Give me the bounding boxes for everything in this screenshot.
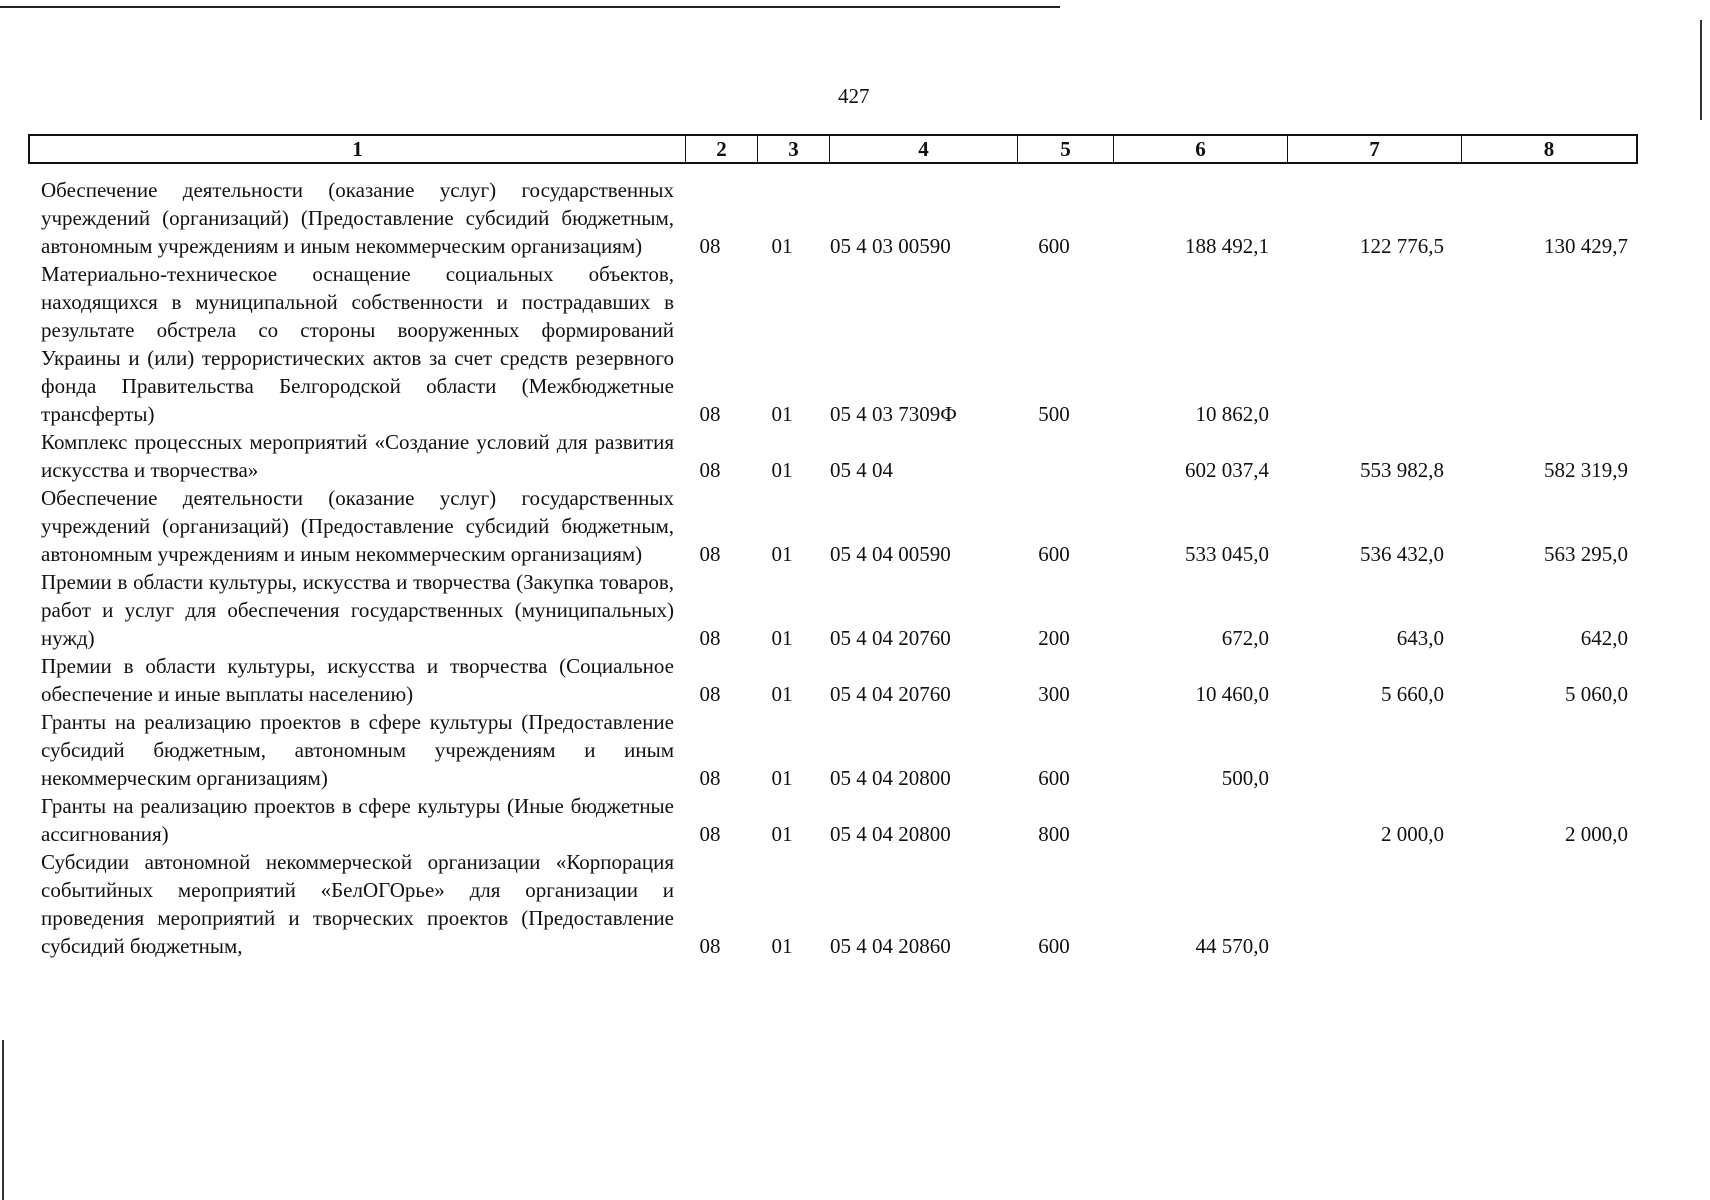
row-description: Обеспечение деятельности (оказание услуг) государственных учреждений (организаций) (Предоставление субсидий бюджетным, автономным учреждениям и иным некоммерческим организациям) <box>41 486 674 566</box>
row-description: Обеспечение деятельности (оказание услуг) государственных учреждений (организаций) (Предоставление субсидий бюджетным, автономным учреждениям и иным некоммерческим организациям) <box>41 178 674 258</box>
table-row <box>28 176 1638 260</box>
row-amount-6: 500,0 <box>1221 766 1269 790</box>
row-section: 08 <box>699 542 721 566</box>
row-subsection: 01 <box>771 402 793 426</box>
row-section: 08 <box>699 402 721 426</box>
row-section: 08 <box>699 458 721 482</box>
header-col-8: 8 <box>1543 136 1555 161</box>
row-description: Материально-техническое оснащение социальных объектов, находящихся в муниципальной собственности и пострадавших в результате обстрела со стороны вооруженных формирований Украины и (или) террористических актов за счет средств резервного фонда Правительства Белгородской области (Межбюджетные трансферты) <box>41 262 674 426</box>
row-description: Премии в области культуры, искусства и творчества (Закупка товаров, работ и услуг для обеспечения государственных (муниципальных) нужд) <box>41 570 674 650</box>
row-target-code: 05 4 03 7309Ф <box>830 402 957 426</box>
row-target-code: 05 4 04 20760 <box>830 682 951 706</box>
row-subsection: 01 <box>771 766 793 790</box>
row-description: Субсидии автономной некоммерческой организации «Корпорация событийных мероприятий «БелОГОрье» для организации и проведения мероприятий и творческих проектов (Предоставление субсидий бюджетным, <box>41 850 674 958</box>
row-amount-8: 582 319,9 <box>1544 458 1628 482</box>
row-expense-type: 500 <box>1038 402 1070 426</box>
row-amount-6: 602 037,4 <box>1185 458 1269 482</box>
row-amount-8: 130 429,7 <box>1544 234 1628 258</box>
row-expense-type: 600 <box>1038 934 1070 958</box>
row-target-code: 05 4 04 <box>830 458 893 482</box>
row-expense-type: 200 <box>1038 626 1070 650</box>
row-section: 08 <box>699 766 721 790</box>
header-col-4: 4 <box>830 136 1018 162</box>
row-subsection: 01 <box>771 542 793 566</box>
row-expense-type: 600 <box>1038 234 1070 258</box>
row-amount-6: 672,0 <box>1221 626 1269 650</box>
row-subsection: 01 <box>771 822 793 846</box>
row-amount-7: 643,0 <box>1396 626 1444 650</box>
row-amount-8: 563 295,0 <box>1544 542 1628 566</box>
row-amount-6: 10 862,0 <box>1195 402 1269 426</box>
row-target-code: 05 4 04 20800 <box>830 822 951 846</box>
row-amount-6: 44 570,0 <box>1195 934 1269 958</box>
row-description: Гранты на реализацию проектов в сфере культуры (Предоставление субсидий бюджетным, автономным учреждениям и иным некоммерческим организациям) <box>41 710 674 790</box>
row-amount-7: 536 432,0 <box>1360 542 1444 566</box>
scan-edge-top <box>0 6 1060 8</box>
row-section: 08 <box>699 682 721 706</box>
table-row <box>28 848 1638 960</box>
row-amount-7: 5 660,0 <box>1381 682 1444 706</box>
row-subsection: 01 <box>771 234 793 258</box>
row-amount-8: 2 000,0 <box>1565 822 1628 846</box>
row-section: 08 <box>699 934 721 958</box>
row-expense-type: 300 <box>1038 682 1070 706</box>
header-col-6: 6 <box>1114 136 1288 162</box>
row-target-code: 05 4 04 20860 <box>830 934 951 958</box>
row-subsection: 01 <box>771 458 793 482</box>
table-body <box>28 176 1638 960</box>
page-number: 427 <box>838 84 870 108</box>
table-row <box>28 792 1638 848</box>
table-row <box>28 428 1638 484</box>
header-col-1: 1 <box>30 136 686 162</box>
row-amount-7: 122 776,5 <box>1360 234 1444 258</box>
row-target-code: 05 4 04 20800 <box>830 766 951 790</box>
row-amount-6: 10 460,0 <box>1195 682 1269 706</box>
scan-edge-right <box>1700 20 1702 120</box>
row-amount-8: 642,0 <box>1580 626 1628 650</box>
row-subsection: 01 <box>771 626 793 650</box>
header-col-2: 2 <box>686 136 758 162</box>
table-row <box>28 484 1638 568</box>
row-expense-type: 600 <box>1038 766 1070 790</box>
row-target-code: 05 4 04 20760 <box>830 626 951 650</box>
header-col-3: 3 <box>758 136 830 162</box>
row-expense-type: 800 <box>1038 822 1070 846</box>
row-subsection: 01 <box>771 682 793 706</box>
row-description: Премии в области культуры, искусства и творчества (Социальное обеспечение и иные выплаты населению) <box>41 654 674 706</box>
row-description: Комплекс процессных мероприятий «Создание условий для развития искусства и творчества» <box>41 430 674 482</box>
row-amount-8: 5 060,0 <box>1565 682 1628 706</box>
row-section: 08 <box>699 822 721 846</box>
row-expense-type: 600 <box>1038 542 1070 566</box>
header-col-5: 5 <box>1018 136 1114 162</box>
table-row <box>28 260 1638 428</box>
row-amount-6: 188 492,1 <box>1185 234 1269 258</box>
table-header <box>28 134 1638 164</box>
row-section: 08 <box>699 626 721 650</box>
row-description: Гранты на реализацию проектов в сфере культуры (Иные бюджетные ассигнования) <box>41 794 674 846</box>
row-amount-6: 533 045,0 <box>1185 542 1269 566</box>
row-section: 08 <box>699 234 721 258</box>
row-amount-7: 2 000,0 <box>1381 822 1444 846</box>
table-row <box>28 708 1638 792</box>
table-row <box>28 652 1638 708</box>
row-amount-7: 553 982,8 <box>1360 458 1444 482</box>
header-col-7: 7 <box>1288 136 1462 162</box>
scan-edge-left <box>2 1040 4 1200</box>
row-subsection: 01 <box>771 934 793 958</box>
row-target-code: 05 4 04 00590 <box>830 542 951 566</box>
table-row <box>28 568 1638 652</box>
row-target-code: 05 4 03 00590 <box>830 234 951 258</box>
